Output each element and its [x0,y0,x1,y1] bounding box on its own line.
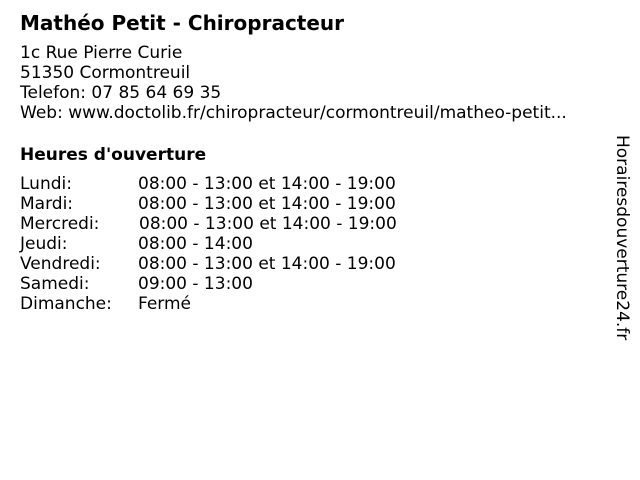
time-range: 08:00 - 14:00 [138,234,253,254]
time-range: Fermé [138,294,192,314]
phone-number: Telefon: 07 85 64 69 35 [20,83,222,103]
opening-hours-list [20,174,580,314]
day-label: Samedi: [20,274,90,294]
day-label: Mardi: [20,194,74,214]
street-address: 1c Rue Pierre Curie [20,43,183,63]
hours-row-sunday [20,294,580,314]
day-label: Mercredi: [20,214,100,234]
hours-row-thursday [20,234,580,254]
day-label: Vendredi: [20,254,101,274]
city-address: 51350 Cormontreuil [20,63,191,83]
day-label: Jeudi: [20,234,68,254]
website-link: Web: www.doctolib.fr/chiropracteur/cormontreuil/matheo-petit... [20,103,567,123]
time-range: 08:00 - 13:00 et 14:00 - 19:00 [139,214,397,234]
hours-row-wednesday [20,214,580,234]
site-watermark: Horairesdouverture24.fr [612,135,632,341]
time-range: 08:00 - 13:00 et 14:00 - 19:00 [138,194,396,214]
time-range: 08:00 - 13:00 et 14:00 - 19:00 [138,254,396,274]
day-label: Dimanche: [20,294,112,314]
hours-row-saturday [20,274,580,294]
day-label: Lundi: [20,174,72,194]
hours-row-tuesday [20,194,580,214]
page-title: Mathéo Petit - Chiropracteur [20,11,345,35]
hours-row-monday [20,174,580,194]
contact-info [20,43,567,123]
hours-heading: Heures d'ouverture [20,145,207,165]
time-range: 08:00 - 13:00 et 14:00 - 19:00 [138,174,396,194]
hours-row-friday [20,254,580,274]
time-range: 09:00 - 13:00 [138,274,253,294]
